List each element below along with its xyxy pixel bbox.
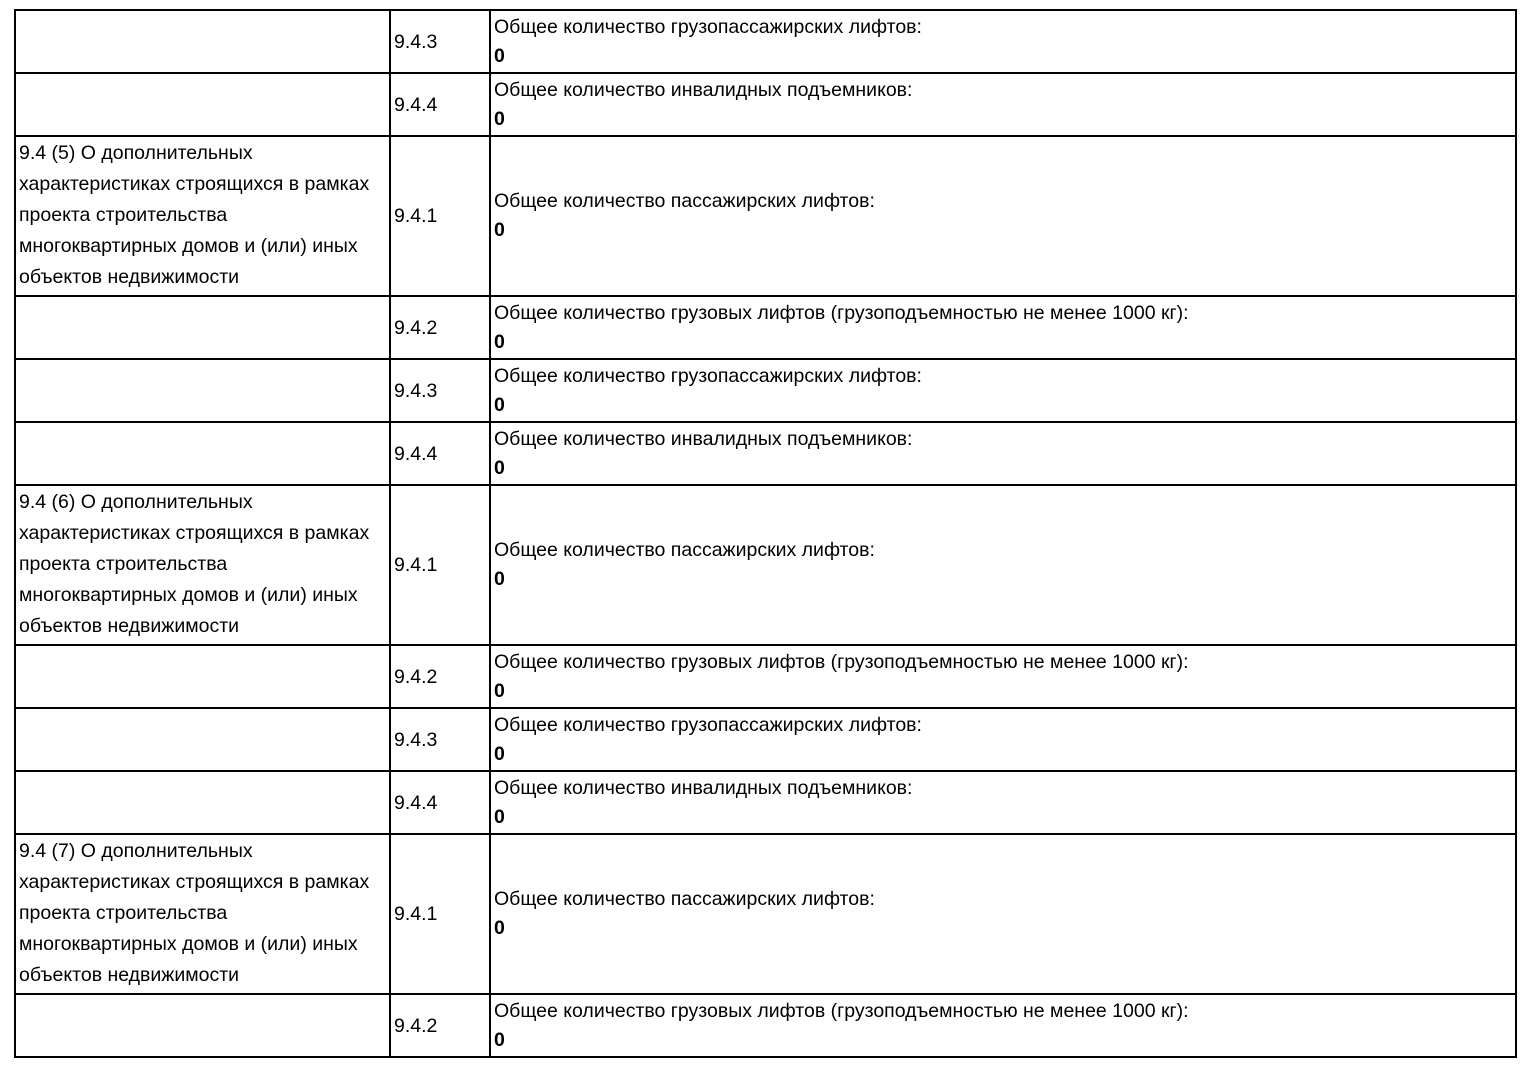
section-cell bbox=[15, 359, 390, 422]
field-value: 0 bbox=[494, 107, 505, 130]
table-row bbox=[15, 708, 1516, 771]
field-label: Общее количество инвалидных подъемников: bbox=[494, 427, 913, 450]
section-cell bbox=[15, 771, 390, 834]
code-cell bbox=[390, 708, 490, 771]
section-cell bbox=[15, 73, 390, 136]
code-label: 9.4.3 bbox=[394, 379, 438, 402]
content-cell bbox=[490, 834, 1516, 994]
table-row bbox=[15, 10, 1516, 73]
field-value: 0 bbox=[494, 330, 505, 353]
section-cell bbox=[15, 296, 390, 359]
content-cell bbox=[490, 136, 1516, 296]
table-row bbox=[15, 359, 1516, 422]
code-cell bbox=[390, 136, 490, 296]
field-value: 0 bbox=[494, 1028, 505, 1051]
content-cell bbox=[490, 771, 1516, 834]
code-cell bbox=[390, 359, 490, 422]
additional-characteristics-table bbox=[14, 9, 1517, 1058]
section-cell bbox=[15, 645, 390, 708]
table-row bbox=[15, 994, 1516, 1057]
code-cell bbox=[390, 73, 490, 136]
content-cell bbox=[490, 994, 1516, 1057]
code-cell bbox=[390, 994, 490, 1057]
table-row bbox=[15, 296, 1516, 359]
field-value: 0 bbox=[494, 393, 505, 416]
section-label: 9.4 (5) О дополнительных характеристиках строящихся в рамках проекта строительства многоквартирных домов и (или) иных объектов недвижимости bbox=[19, 142, 370, 288]
code-label: 9.4.1 bbox=[394, 903, 438, 925]
code-label: 9.4.4 bbox=[394, 442, 438, 465]
table-body bbox=[15, 10, 1516, 1057]
field-label: Общее количество грузовых лифтов (грузоподъемностью не менее 1000 кг): bbox=[494, 650, 1189, 673]
table-row bbox=[15, 73, 1516, 136]
content-cell bbox=[490, 645, 1516, 708]
code-cell bbox=[390, 422, 490, 485]
field-value: 0 bbox=[494, 917, 505, 939]
field-label: Общее количество пассажирских лифтов: bbox=[494, 539, 875, 561]
code-label: 9.4.4 bbox=[394, 791, 438, 814]
code-cell bbox=[390, 296, 490, 359]
section-cell bbox=[15, 10, 390, 73]
field-value: 0 bbox=[494, 679, 505, 702]
code-cell bbox=[390, 10, 490, 73]
field-value: 0 bbox=[494, 742, 505, 765]
table-row bbox=[15, 485, 1516, 645]
content-cell bbox=[490, 296, 1516, 359]
field-label: Общее количество грузовых лифтов (грузоподъемностью не менее 1000 кг): bbox=[494, 999, 1189, 1022]
code-cell bbox=[390, 485, 490, 645]
table-row bbox=[15, 834, 1516, 994]
content-cell bbox=[490, 10, 1516, 73]
field-value: 0 bbox=[494, 805, 505, 828]
section-label: 9.4 (6) О дополнительных характеристиках строящихся в рамках проекта строительства многоквартирных домов и (или) иных объектов недвижимости bbox=[19, 491, 370, 637]
content-cell bbox=[490, 359, 1516, 422]
section-label: 9.4 (7) О дополнительных характеристиках строящихся в рамках проекта строительства многоквартирных домов и (или) иных объектов недвижимости bbox=[19, 840, 370, 986]
content-cell bbox=[490, 708, 1516, 771]
code-cell bbox=[390, 771, 490, 834]
table-row bbox=[15, 771, 1516, 834]
section-cell bbox=[15, 422, 390, 485]
field-value: 0 bbox=[494, 44, 505, 67]
field-label: Общее количество грузопассажирских лифтов: bbox=[494, 15, 922, 38]
code-label: 9.4.3 bbox=[394, 728, 438, 751]
field-value: 0 bbox=[494, 456, 505, 479]
field-label: Общее количество пассажирских лифтов: bbox=[494, 190, 875, 212]
section-cell bbox=[15, 485, 390, 645]
section-cell bbox=[15, 994, 390, 1057]
table-row bbox=[15, 645, 1516, 708]
field-label: Общее количество грузопассажирских лифтов: bbox=[494, 364, 922, 387]
code-label: 9.4.2 bbox=[394, 1014, 438, 1037]
code-label: 9.4.1 bbox=[394, 205, 438, 227]
section-cell bbox=[15, 136, 390, 296]
field-label: Общее количество инвалидных подъемников: bbox=[494, 78, 913, 101]
field-value: 0 bbox=[494, 219, 505, 241]
section-cell bbox=[15, 834, 390, 994]
field-value: 0 bbox=[494, 568, 505, 590]
section-cell bbox=[15, 708, 390, 771]
table-row bbox=[15, 422, 1516, 485]
table-row bbox=[15, 136, 1516, 296]
code-label: 9.4.2 bbox=[394, 665, 438, 688]
code-label: 9.4.4 bbox=[394, 93, 438, 116]
field-label: Общее количество грузовых лифтов (грузоподъемностью не менее 1000 кг): bbox=[494, 301, 1189, 324]
field-label: Общее количество пассажирских лифтов: bbox=[494, 888, 875, 910]
content-cell bbox=[490, 422, 1516, 485]
content-cell bbox=[490, 485, 1516, 645]
code-label: 9.4.3 bbox=[394, 30, 438, 53]
code-cell bbox=[390, 834, 490, 994]
content-cell bbox=[490, 73, 1516, 136]
code-label: 9.4.2 bbox=[394, 316, 438, 339]
code-label: 9.4.1 bbox=[394, 554, 438, 576]
code-cell bbox=[390, 645, 490, 708]
field-label: Общее количество инвалидных подъемников: bbox=[494, 776, 913, 799]
field-label: Общее количество грузопассажирских лифтов: bbox=[494, 713, 922, 736]
